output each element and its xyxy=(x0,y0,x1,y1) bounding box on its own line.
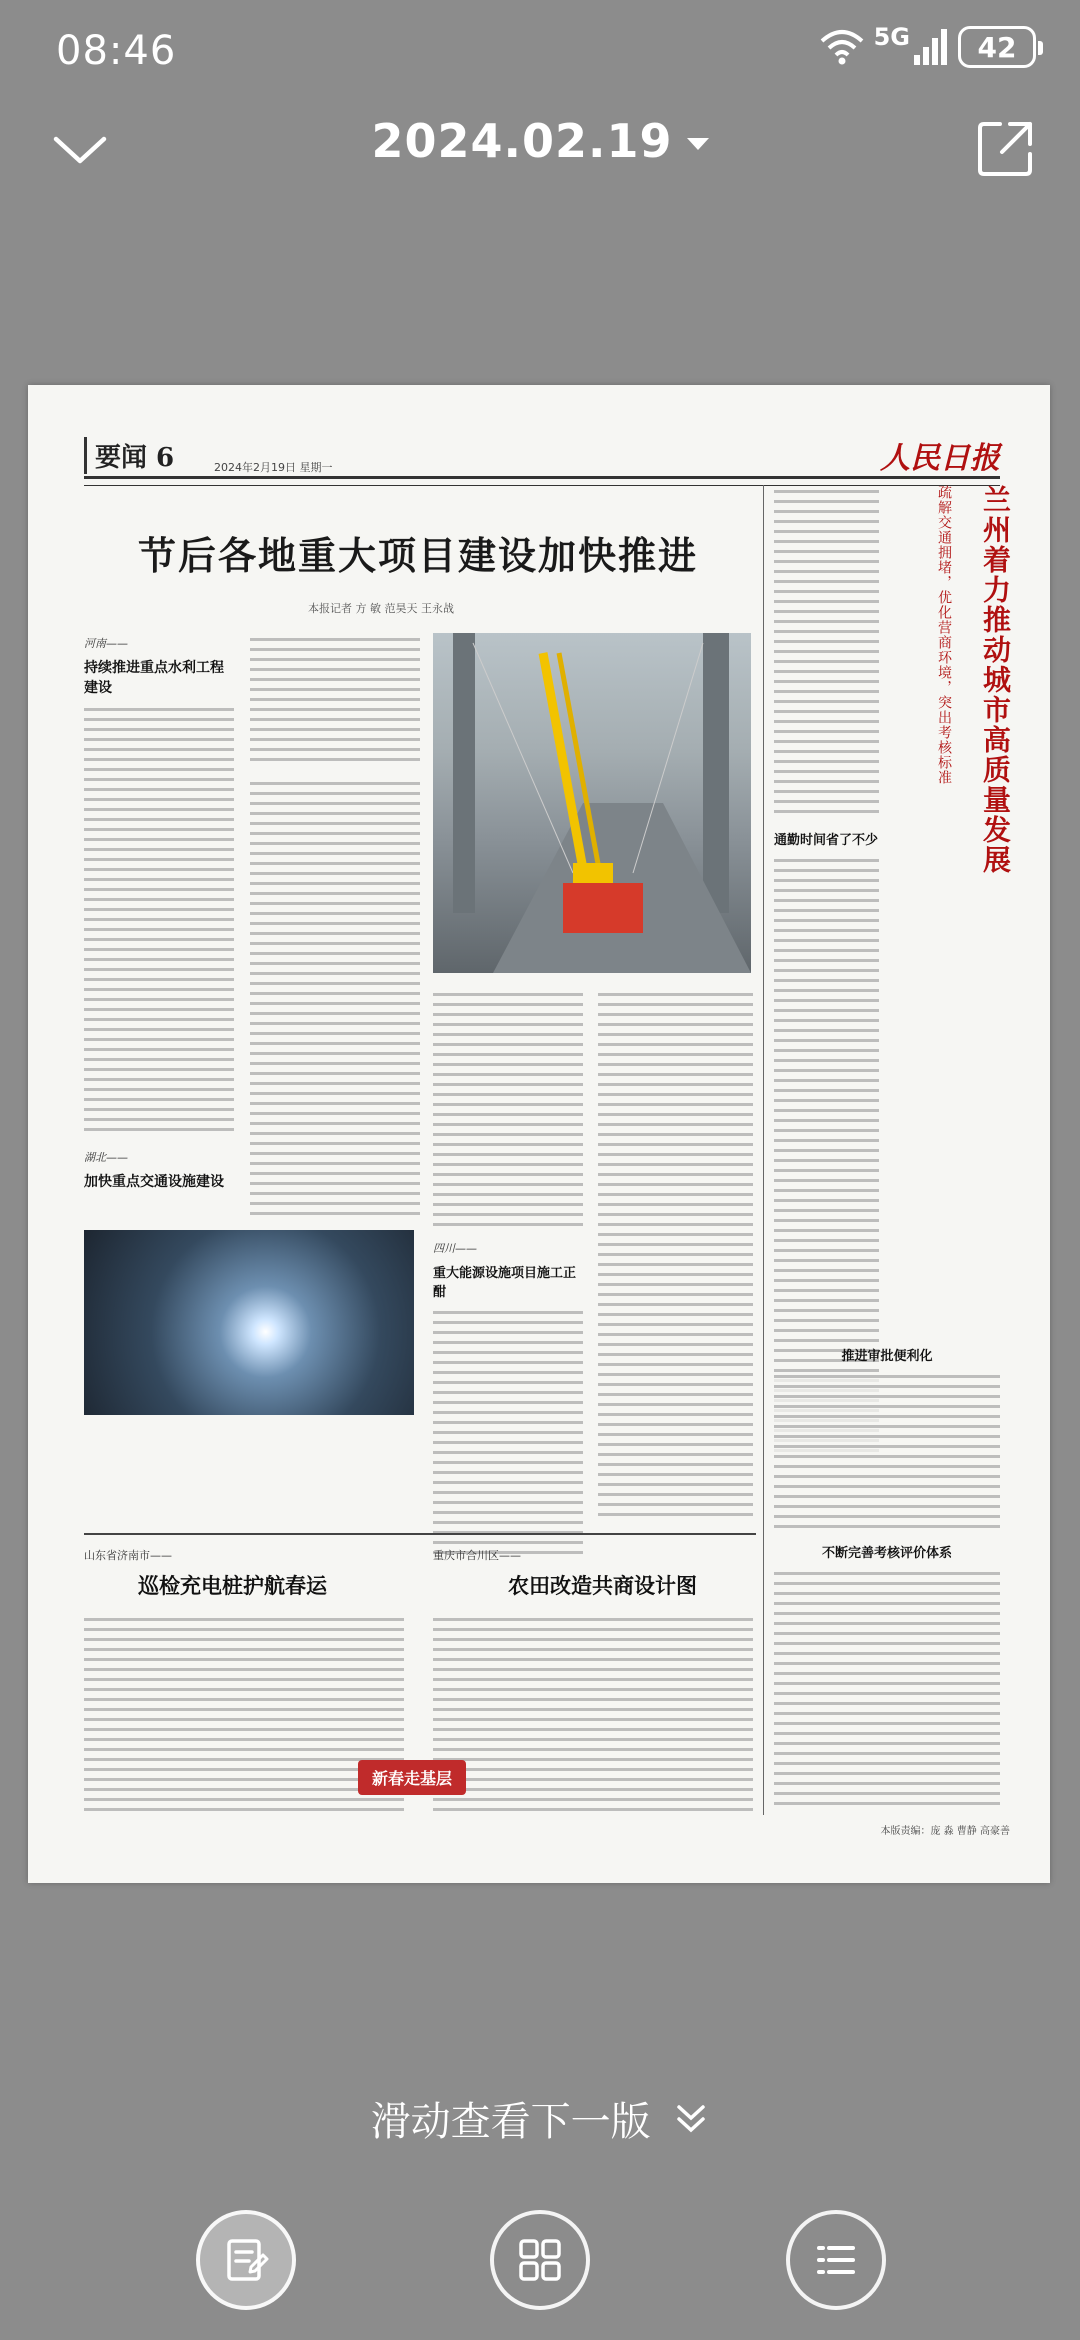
article-body xyxy=(598,990,753,1520)
collapse-button[interactable] xyxy=(50,120,110,180)
article-body xyxy=(774,487,879,817)
welding-photo[interactable] xyxy=(84,1230,414,1415)
feature-subhead: 推进审批便利化 xyxy=(841,1349,933,1364)
article-kicker: 河南—— xyxy=(84,637,128,650)
feature-headline[interactable]: 兰州着力推动城市高质量发展 xyxy=(979,485,1012,875)
nav-grid-button[interactable] xyxy=(490,2210,590,2310)
section-name: 要闻 6 xyxy=(84,437,174,474)
article-column xyxy=(433,990,583,1558)
article-subhead: 加快重点交通设施建设 xyxy=(84,1174,224,1190)
menu-list-icon xyxy=(811,2235,861,2285)
article-body xyxy=(250,779,420,1219)
bridge-photo-illustration xyxy=(433,633,751,973)
newspaper-logo: 人民日报 xyxy=(880,441,1000,476)
article-kicker: 重庆市合川区—— xyxy=(433,1549,521,1562)
feature-deck: 疏解交通拥堵，优化营商环境，突出考核标准 xyxy=(936,485,952,785)
column-divider xyxy=(763,485,764,1815)
next-page-hint[interactable] xyxy=(0,2090,1080,2147)
feature-subhead: 不断完善考核评价体系 xyxy=(821,1546,952,1561)
article-body xyxy=(774,1372,1000,1532)
article-kicker: 四川—— xyxy=(433,1242,477,1255)
article-henan[interactable] xyxy=(84,635,234,1199)
article-body xyxy=(250,635,420,765)
article-kicker: 湖北—— xyxy=(84,1151,128,1164)
grid-icon xyxy=(515,2235,565,2285)
main-byline: 本报记者 方 敏 范昊天 王永战 xyxy=(308,602,454,615)
article-kicker: 山东省济南市—— xyxy=(84,1549,172,1562)
chevron-down-icon xyxy=(53,135,107,165)
caret-down-icon xyxy=(687,138,709,150)
article-column xyxy=(250,635,420,1219)
bridge-construction-photo[interactable] xyxy=(433,633,751,973)
next-page-label: 滑动查看下一版 xyxy=(370,2099,651,2145)
article-body xyxy=(433,990,583,1230)
masthead-date: 2024年2月19日 星期一 xyxy=(214,461,333,474)
article-headline[interactable]: 农田改造共商设计图 xyxy=(508,1573,697,1598)
festival-badge: 新春走基层 xyxy=(358,1760,466,1795)
article-subhead: 持续推进重点水利工程建设 xyxy=(84,660,224,696)
top-app-bar xyxy=(0,100,1080,200)
article-body xyxy=(84,1615,404,1815)
signal-strength-icon xyxy=(914,29,948,65)
network-type: 5G xyxy=(873,23,910,51)
edition-date-selector[interactable] xyxy=(371,114,673,168)
article-body xyxy=(774,1569,1000,1809)
share-button[interactable] xyxy=(974,118,1036,180)
battery-level: 42 xyxy=(977,30,1017,64)
article-body xyxy=(433,1308,583,1558)
masthead xyxy=(84,437,1000,479)
status-bar xyxy=(0,0,1080,100)
divider xyxy=(84,485,1000,486)
battery-indicator xyxy=(958,26,1036,68)
section-divider xyxy=(84,1533,756,1535)
article-body xyxy=(84,705,234,1135)
share-external-icon xyxy=(974,118,1036,180)
feature-lower-column xyxy=(774,1345,1000,1809)
status-time: 08:46 xyxy=(56,28,177,74)
article-column xyxy=(598,990,753,1520)
article-headline[interactable]: 巡检充电桩护航春运 xyxy=(138,1573,327,1598)
article-list-icon xyxy=(221,2235,271,2285)
wifi-icon xyxy=(820,29,864,65)
status-icons xyxy=(820,23,1036,68)
newspaper-page[interactable] xyxy=(28,385,1050,1883)
article-subhead: 重大能源设施项目施工正酣 xyxy=(433,1266,577,1300)
nav-menu-button[interactable] xyxy=(786,2210,886,2310)
edition-date: 2024.02.19 xyxy=(371,114,673,168)
main-headline[interactable]: 节后各地重大项目建设加快推进 xyxy=(137,533,698,578)
double-chevron-down-icon xyxy=(673,2101,709,2147)
nav-article-list-button[interactable] xyxy=(196,2210,296,2310)
bottom-navigation xyxy=(0,2200,1080,2340)
feature-column xyxy=(774,487,879,1456)
feature-subhead: 通勤时间省了不少 xyxy=(774,833,879,848)
editor-line: 本版责编：庞 淼 曹静 高豪善 xyxy=(880,1826,1010,1837)
article-body xyxy=(433,1615,753,1815)
